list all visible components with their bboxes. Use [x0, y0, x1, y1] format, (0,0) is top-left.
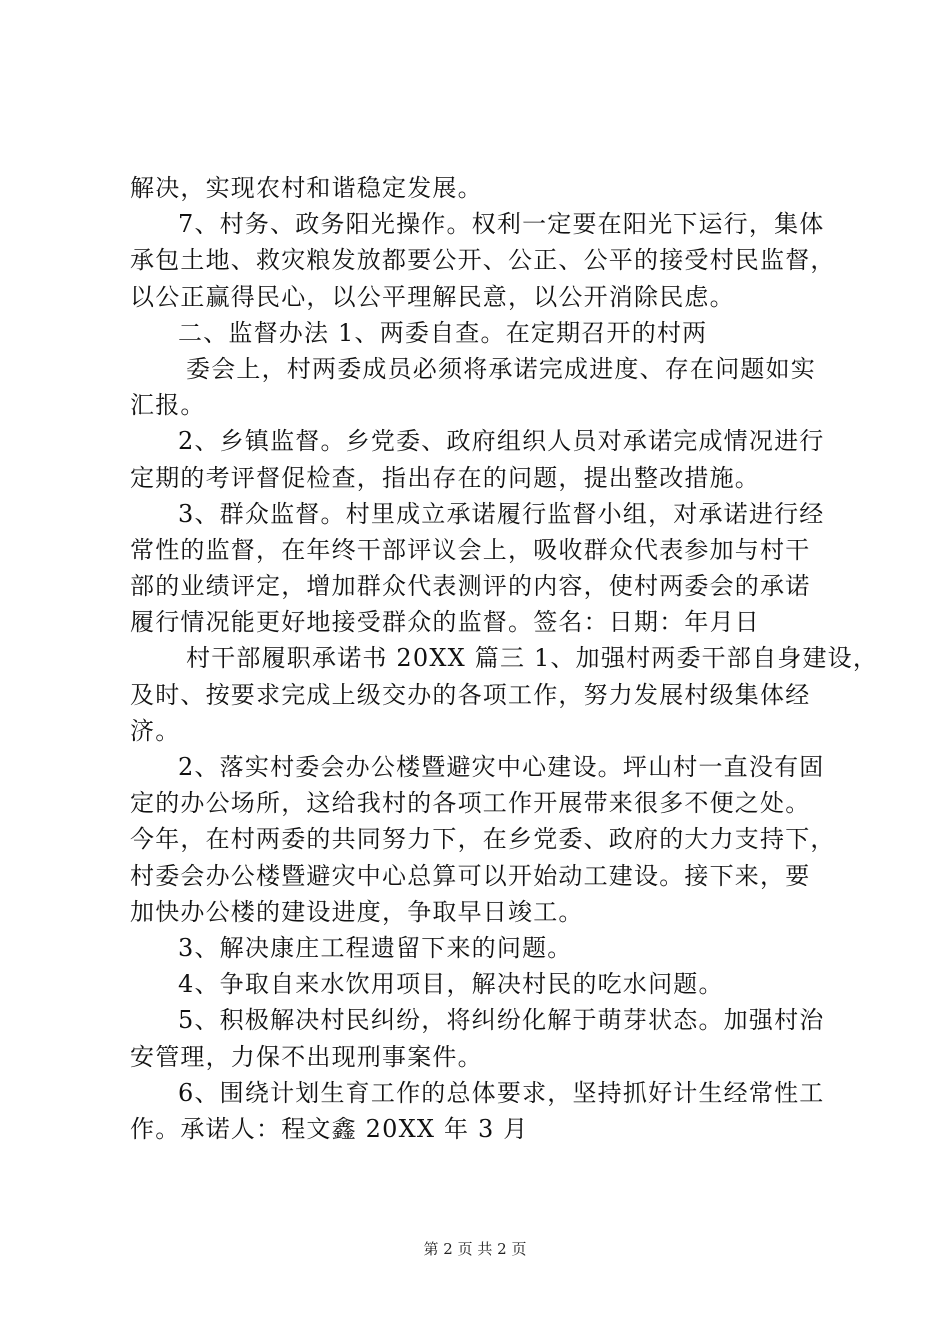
text-line: 4、争取自来水饮用项目，解决村民的吃水问题。 — [178, 970, 724, 999]
text-line: 部的业绩评定，增加群众代表测评的内容，使村两委会的承诺 — [130, 572, 811, 601]
text-line: 委会上，村两委成员必须将承诺完成进度、存在问题如实 — [186, 354, 816, 383]
text-line: 定期的考评督促检查，指出存在的问题，提出整改措施。 — [130, 463, 760, 492]
text-line: 2、乡镇监督。乡党委、政府组织人员对承诺完成情况进行 — [178, 427, 825, 456]
text-line: 作。承诺人：程文鑫 20XX 年 3 月 — [130, 1114, 529, 1143]
text-line: 3、解决康庄工程遗留下来的问题。 — [178, 933, 573, 962]
text-line: 履行情况能更好地接受群众的监督。签名：日期：年月日 — [130, 608, 760, 637]
text-line: 7、村务、政务阳光操作。权利一定要在阳光下运行，集体 — [178, 210, 825, 239]
text-line: 今年，在村两委的共同努力下，在乡党委、政府的大力支持下， — [130, 825, 836, 854]
body-text — [130, 170, 879, 1147]
text-line: 及时、按要求完成上级交办的各项工作，努力发展村级集体经 — [130, 680, 811, 709]
page-number-footer: 第 2 页 共 2 页 — [423, 1240, 527, 1258]
text-line: 6、围绕计划生育工作的总体要求，坚持抓好计生经常性工 — [178, 1078, 825, 1107]
text-line: 济。 — [130, 716, 181, 745]
text-line: 承包土地、救灾粮发放都要公开、公正、公平的接受村民监督， — [130, 246, 836, 275]
text-line: 解决，实现农村和谐稳定发展。 — [130, 174, 483, 202]
text-line: 二、监督办法 1、两委自查。在定期召开的村两 — [178, 318, 708, 347]
text-line: 3、群众监督。村里成立承诺履行监督小组，对承诺进行经 — [178, 499, 825, 528]
text-line: 5、积极解决村民纠纷，将纠纷化解于萌芽状态。加强村治 — [178, 1006, 825, 1035]
text-line: 以公正赢得民心，以公平理解民意，以公开消除民虑。 — [130, 282, 735, 311]
text-line: 定的办公场所，这给我村的各项工作开展带来很多不便之处。 — [130, 789, 811, 818]
text-line: 安管理，力保不出现刑事案件。 — [130, 1042, 483, 1071]
text-line: 汇报。 — [130, 391, 206, 420]
text-line: 2、落实村委会办公楼暨避灾中心建设。坪山村一直没有固 — [178, 753, 825, 781]
text-line: 村干部履职承诺书 20XX 篇三 1、加强村两委干部自身建设， — [186, 644, 879, 673]
text-line: 常性的监督，在年终干部评议会上，吸收群众代表参加与村干 — [130, 535, 811, 564]
text-line: 村委会办公楼暨避灾中心总算可以开始动工建设。接下来，要 — [130, 861, 811, 890]
text-line: 加快办公楼的建设进度，争取早日竣工。 — [130, 897, 584, 926]
